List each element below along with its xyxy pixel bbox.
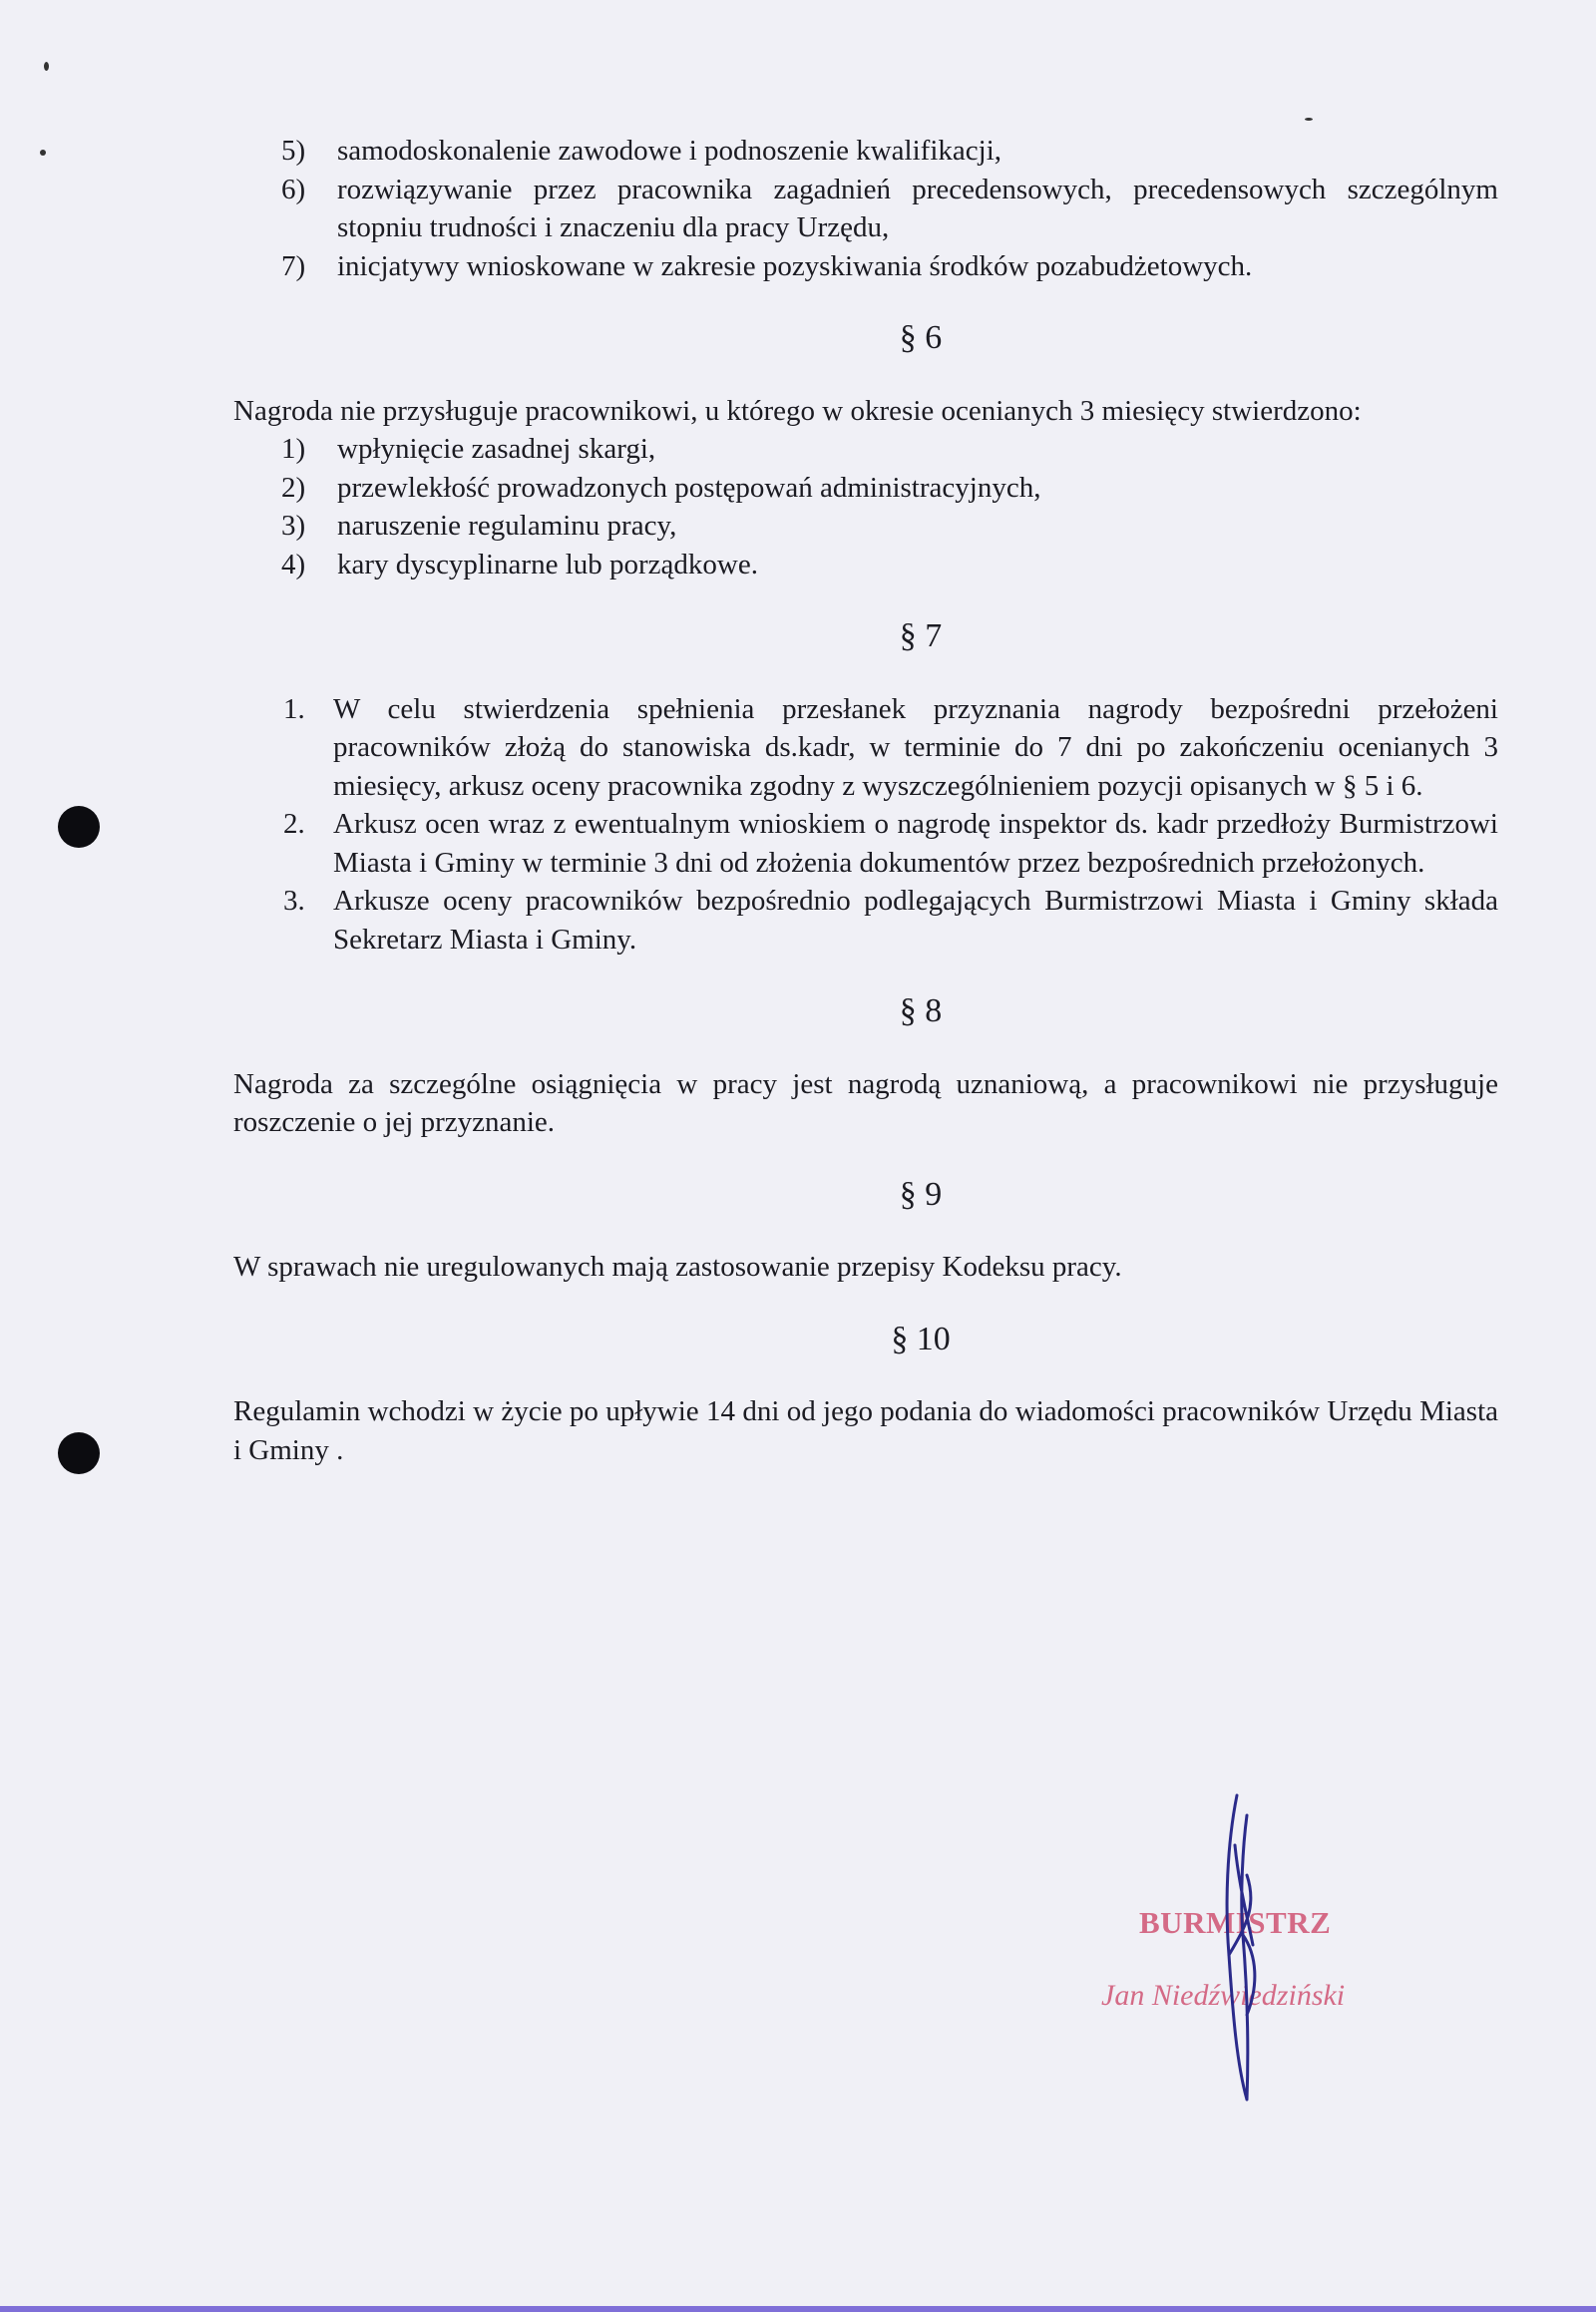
list-item-text: przewlekłość prowadzonych postępowań administracyjnych, [337,471,1041,504]
document-body [233,132,1498,1469]
list-continued [233,132,1498,285]
list-item-text: inicjatywy wnioskowane w zakresie pozyskiwania środków pozabudżetowych. [337,249,1253,282]
list-item-text: naruszenie regulaminu pracy, [337,510,677,542]
list-item-text: Arkusz ocen wraz z ewentualnym wnioskiem o nagrodę inspektor ds. kadr przedłoży Burmistrzowi Miasta i Gminy w terminie 3 dni od złożenia dokumentów przez bezpośrednich przełożonych. [333,808,1498,879]
handwritten-signature [1097,1785,1396,2115]
list-item [233,430,1498,469]
section-6-intro: Nagroda nie przysługuje pracownikowi, u którego w okresie ocenianych 3 miesięcy stwierdzono: [233,394,1362,427]
section-heading-8: § 8 [899,992,943,1029]
list-item-number: 1) [281,433,306,465]
list-item [233,882,1498,959]
section-heading-10: § 10 [891,1320,951,1357]
scan-speck [44,62,49,71]
list-item-text: rozwiązywanie przez pracownika zagadnień precedensowych, precedensowych szczególnym stopniu trudności i znaczeniu dla pracy Urzędu, [337,173,1498,243]
list-item-number: 1. [283,692,305,725]
section-7-list [233,690,1498,960]
list-item-number: 3) [281,510,306,542]
list-item [233,171,1498,247]
list-item-number: 2) [281,471,306,504]
list-item [233,132,1498,171]
section-heading-7: § 7 [899,617,943,654]
stamp-title: BURMISTRZ [1139,1905,1332,1940]
list-item [233,469,1498,508]
section-heading-9: § 9 [899,1175,943,1213]
section-heading-6: § 6 [899,319,943,356]
section-6-list [233,430,1498,583]
list-item-number: 4) [281,548,306,580]
list-item-text: W celu stwierdzenia spełnienia przesłanek przyznania nagrody bezpośredni przełożeni pracowników złożą do stanowiska ds.kadr, w terminie do 7 dni po zakończeniu ocenianych 3 miesięcy, arkusz oceny pracownika zgodny z wyszczególnieniem pozycji opisanych w § 5 i 6. [333,692,1498,802]
punch-hole-bottom [58,1432,100,1474]
list-item-text: wpłynięcie zasadnej skargi, [337,433,656,465]
list-item-number: 5) [281,135,306,167]
list-item [233,546,1498,584]
list-item-number: 6) [281,173,306,205]
list-item-text: Arkusze oceny pracowników bezpośrednio podlegających Burmistrzowi Miasta i Gminy składa Sekretarz Miasta i Gminy. [333,885,1498,956]
section-10-text: Regulamin wchodzi w życie po upływie 14 dni od jego podania do wiadomości pracowników Urzędu Miasta i Gminy . [233,1395,1498,1466]
mayor-stamp [1097,1785,1396,2115]
section-8-text: Nagroda za szczególne osiągnięcia w pracy jest nagrodą uznaniową, a pracownikowi nie przysługuje roszczenie o jej przyznanie. [233,1067,1498,1138]
list-item-text: kary dyscyplinarne lub porządkowe. [337,548,758,580]
scan-edge [0,2306,1596,2312]
punch-hole-top [58,806,100,848]
scan-speck [1305,118,1313,121]
list-item-number: 7) [281,249,306,282]
stamp-name: Jan Niedźwiedziński [1101,1979,1346,2012]
list-item-text: samodoskonalenie zawodowe i podnoszenie kwalifikacji, [337,135,1001,167]
list-item [233,507,1498,546]
list-item [233,247,1498,286]
list-item [233,805,1498,882]
scan-speck [40,150,46,156]
section-9-text: W sprawach nie uregulowanych mają zastosowanie przepisy Kodeksu pracy. [233,1251,1122,1283]
list-item-number: 3. [283,885,305,917]
list-item [233,690,1498,806]
list-item-number: 2. [283,808,305,840]
